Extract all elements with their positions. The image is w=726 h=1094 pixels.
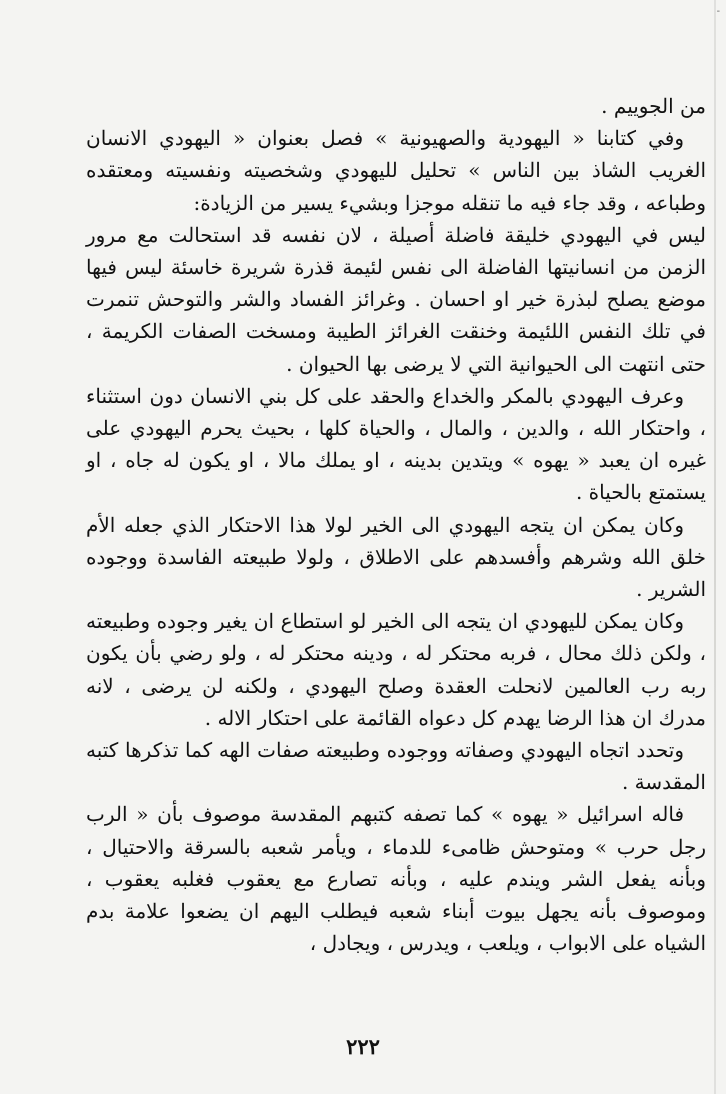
paragraph-5: وكان يمكن ان يتجه اليهودي الى الخير لولا هذا الاحتكار الذي جعله الأم خلق الله وشرهم وأفسدهم على الاطلاق ، ولولا طبيعته الفاسدة ووجوده الشرير . (86, 512, 706, 602)
paragraph-7: وتحدد اتجاه اليهودي وصفاته ووجوده وطبيعته صفات الهه كما تذكرها كتبه المقدسة . (86, 738, 706, 795)
paragraph-2: وفي كتابنا « اليهودية والصهيونية » فصل بعنوان « اليهودي الانسان الغريب الشاذ بين الناس » تحليل لليهودي وشخصيته ونفسيته ومعتقده وطباعه ، وقد جاء فيه ما تنقله موجزا وبشيء يسير من الزيادة: (86, 126, 706, 215)
paragraph-4: وعرف اليهودي بالمكر والخداع والحقد على كل بني الانسان دون استثناء ، واحتكار الله ، والدين ، والمال ، والحياة كلها ، بحيث يحرم اليهودي على غيره ان يعبد « يهوه » ويتدين بدينه ، او يملك مالا ، او يكون له جاه ، او يستمتع بالحياة . (86, 383, 707, 505)
paragraph-1: من الجوييم . (601, 94, 706, 118)
paragraph-8: فاله اسرائيل « يهوه » كما تصفه كتبهم المقدسة موصوف بأن « الرب رجل حرب » ومتوحش ظامىء للدماء ، ويأمر شعبه بالسرقة والاحتيال ، وبأنه يفعل الشر ويندم عليه ، وبأنه تصارع مع يعقوب فغلبه يعقوب ، وموصوف بأنه يجهل بيوت أبناء شعبه فيطلب اليهم ان يضعوا علامة بدم الشياه على الابواب ، ويلعب ، ويدرس ، ويجادل ، (86, 802, 706, 956)
paragraph-6: وكان يمكن لليهودي ان يتجه الى الخير لو استطاع ان يغير وجوده وطبيعته ، ولكن ذلك محال ، فربه محتكر له ، ودينه محتكر له ، ولو رضي بأن يكون ربه رب العالمين لانحلت العقدة وصلح اليهودي ، ولكنه لن يرضى ، لانه مدرك ان هذا الرضا يهدم كل دعواه القائمة على احتكار الاله . (86, 609, 706, 730)
body-text (86, 90, 706, 959)
corner-mark: - (716, 6, 720, 17)
page-edge-shadow (714, 0, 716, 1094)
paragraph-3: ليس في اليهودي خليقة فاضلة أصيلة ، لان نفسه قد استحالت مع مرور الزمن من انسانيتها الفاضلة الى نفس لئيمة قذرة شريرة خاسئة ليس فيها موضع يصلح لبذرة خير او احسان . وغرائز الفساد والشر والتوحش تنمرت في تلك النفس اللئيمة وخنقت الغرائز الطيبة ومسخت الصفات الكريمة ، حتى انتهت الى الحيوانية التي لا يرضى بها الحيوان . (86, 222, 706, 376)
page-number: ٢٢٢ (346, 1034, 380, 1059)
